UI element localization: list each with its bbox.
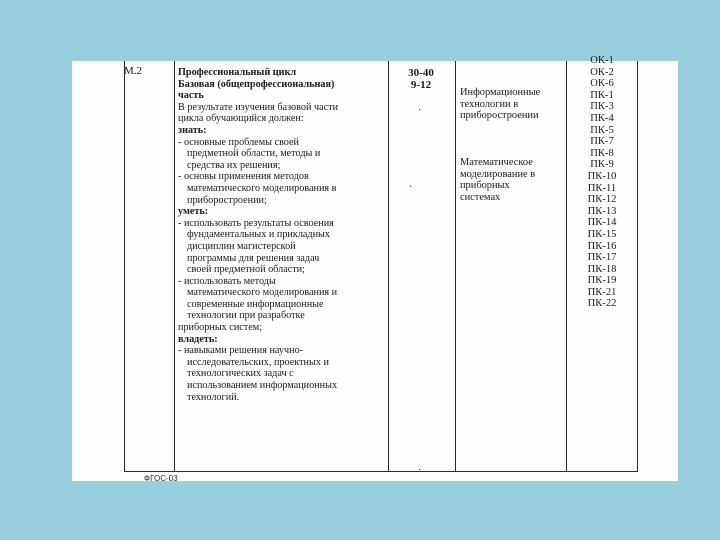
competency-code: ПК-13 (587, 205, 617, 217)
competency-code: ПК-19 (587, 275, 617, 287)
able-item-line: современные информационные (187, 298, 324, 310)
competency-code: ОК-2 (590, 66, 614, 78)
discipline-line: системах (460, 191, 501, 203)
able-item-line: - использовать результаты освоения (178, 217, 334, 229)
column-border (455, 61, 456, 471)
competency-code: ПК-11 (587, 182, 617, 194)
able-item-line: приборных систем; (178, 322, 263, 334)
own-item-line: использованием информационных (187, 380, 338, 392)
know-item-line: приборостроении; (187, 194, 267, 206)
credits (390, 67, 452, 91)
discipline-line: технологии в (460, 98, 519, 110)
know-item-line: - основные проблемы своей (178, 136, 299, 148)
intro-line: В результате изучения базовой части (178, 101, 339, 113)
discipline-line: Математическое (460, 157, 533, 168)
able-item-line: технологии при разработке (187, 310, 305, 322)
competency-code: ПК-9 (590, 159, 614, 171)
cycle-title-line: часть (178, 90, 204, 102)
column-border (174, 61, 175, 471)
own-item-line: исследовательских, проектных и (187, 356, 329, 368)
competency-code: ПК-22 (587, 298, 617, 310)
able-item-line: математического моделирования и (187, 287, 338, 299)
competency-code: ПК-10 (587, 170, 617, 182)
column-border (637, 61, 638, 471)
competency-code: ПК-21 (587, 286, 617, 298)
competency-code: ПК-5 (590, 124, 614, 136)
dot-mark: · (418, 465, 422, 476)
discipline-line: моделирование в (460, 168, 536, 180)
know-item-line: - основы применения методов (178, 171, 309, 183)
discipline-line: приборных (460, 180, 510, 192)
competency-code: ПК-17 (587, 252, 617, 264)
module-description (178, 67, 388, 403)
competency-code: ОК-6 (590, 78, 614, 90)
credits-base: 9-12 (410, 79, 432, 91)
cycle-title-line: Профессиональный цикл (178, 67, 297, 78)
discipline-line: приборостроении (460, 110, 539, 122)
footer-code: ФГОС-03 (144, 474, 178, 483)
competency-code: ПК-1 (590, 89, 614, 101)
able-item-line: - использовать методы (178, 275, 276, 287)
column-border (124, 61, 125, 471)
discipline-modeling (460, 157, 570, 203)
own-item-line: технологических задач с (187, 368, 294, 380)
competency-code: ПК-12 (587, 194, 617, 206)
discipline-it (460, 87, 570, 122)
know-item-line: предметной области, методы и (187, 148, 321, 160)
know-label: знать: (178, 124, 207, 136)
know-item-line: математического моделирования в (187, 182, 337, 194)
own-item-line: - навыками решения научно- (178, 345, 304, 357)
column-border (566, 61, 567, 471)
row-border (124, 471, 638, 472)
able-item-line: программы для решения задач (187, 252, 320, 264)
document-page (72, 55, 678, 481)
credits-total: 30-40 (408, 67, 434, 79)
competency-code: ПК-8 (590, 147, 614, 159)
own-label: владеть: (178, 333, 218, 345)
intro-line: цикла обучающийся должен: (178, 113, 304, 125)
module-code: М.2 (124, 65, 143, 77)
competency-code: ПК-16 (587, 240, 617, 252)
competency-list (578, 55, 626, 310)
know-item-line: средства их решения; (187, 159, 281, 171)
able-item-line: своей предметной области; (187, 264, 305, 276)
dot-mark: · (418, 105, 422, 116)
competency-code: ПК-15 (587, 228, 617, 240)
competency-code: ОК-1 (590, 55, 614, 66)
competency-code: ПК-7 (590, 136, 614, 148)
column-border (388, 61, 389, 471)
competency-code: ПК-18 (587, 263, 617, 275)
able-item-line: дисциплин магистерской (187, 240, 296, 252)
competency-code: ПК-3 (590, 101, 614, 113)
dot-mark: · (409, 182, 413, 193)
cycle-title-line: Базовая (общепрофессиональная) (178, 78, 335, 90)
able-label: уметь: (178, 206, 209, 218)
own-item-line: технологий. (187, 391, 240, 403)
competency-code: ПК-4 (590, 112, 614, 124)
competency-code: ПК-14 (587, 217, 617, 229)
able-item-line: фундаментальных и прикладных (187, 229, 330, 241)
discipline-line: Информационные (460, 87, 541, 98)
